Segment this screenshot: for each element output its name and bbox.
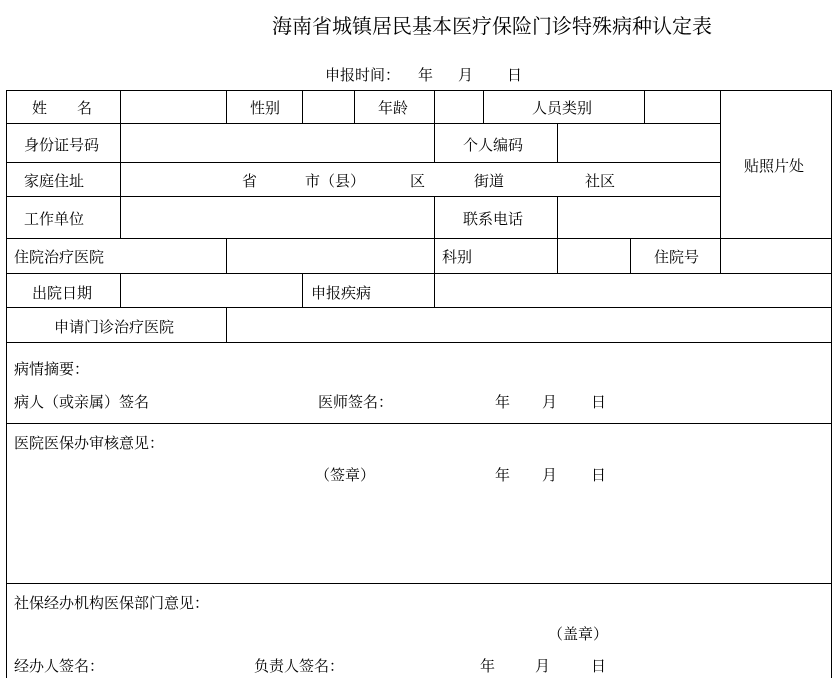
summary-day: 日 bbox=[591, 393, 607, 411]
street-label: 街道 bbox=[474, 172, 505, 190]
report-time-label: 申报时间： bbox=[325, 66, 401, 84]
review-year: 年 bbox=[495, 466, 511, 484]
manager-signature-label: 负责人签名： bbox=[254, 657, 345, 675]
agency-opinion-label: 社保经办机构医保部门意见： bbox=[14, 594, 210, 612]
review-day: 日 bbox=[591, 466, 607, 484]
report-month: 月 bbox=[458, 66, 474, 84]
district-label: 区 bbox=[410, 172, 426, 190]
agency-day: 日 bbox=[591, 657, 607, 675]
province-label: 省 bbox=[242, 172, 258, 190]
admission-no-label: 住院号 bbox=[654, 248, 700, 266]
agency-year: 年 bbox=[480, 657, 496, 675]
person-type-label: 人员类别 bbox=[532, 99, 593, 117]
phone-label: 联系电话 bbox=[463, 210, 524, 228]
report-day: 日 bbox=[507, 66, 523, 84]
city-label: 市（县） bbox=[305, 172, 366, 190]
community-label: 社区 bbox=[585, 172, 616, 190]
name-label: 姓 名 bbox=[32, 99, 93, 117]
gender-label: 性别 bbox=[250, 99, 281, 117]
summary-month: 月 bbox=[542, 393, 558, 411]
department-label: 科别 bbox=[442, 248, 473, 266]
seal-sign-label: （签章） bbox=[315, 466, 376, 484]
personal-code-label: 个人编码 bbox=[463, 136, 524, 154]
report-year: 年 bbox=[418, 66, 434, 84]
address-label: 家庭住址 bbox=[24, 172, 85, 190]
doctor-signature-label: 医师签名： bbox=[318, 393, 394, 411]
outpatient-hospital-label: 申请门诊治疗医院 bbox=[54, 318, 175, 336]
id-number-label: 身份证号码 bbox=[24, 136, 100, 154]
handler-signature-label: 经办人签名： bbox=[14, 657, 105, 675]
seal-label: （盖章） bbox=[548, 625, 609, 643]
condition-summary-label: 病情摘要： bbox=[14, 360, 90, 378]
hospital-label: 住院治疗医院 bbox=[14, 248, 105, 266]
age-label: 年龄 bbox=[378, 99, 409, 117]
agency-month: 月 bbox=[535, 657, 551, 675]
form-title: 海南省城镇居民基本医疗保险门诊特殊病种认定表 bbox=[272, 14, 712, 38]
work-unit-label: 工作单位 bbox=[24, 210, 85, 228]
disease-label: 申报疾病 bbox=[311, 284, 372, 302]
patient-signature-label: 病人（或亲属）签名 bbox=[14, 393, 150, 411]
summary-year: 年 bbox=[495, 393, 511, 411]
photo-label: 贴照片处 bbox=[744, 157, 805, 175]
hospital-review-label: 医院医保办审核意见： bbox=[14, 434, 165, 452]
review-month: 月 bbox=[542, 466, 558, 484]
discharge-date-label: 出院日期 bbox=[32, 284, 93, 302]
